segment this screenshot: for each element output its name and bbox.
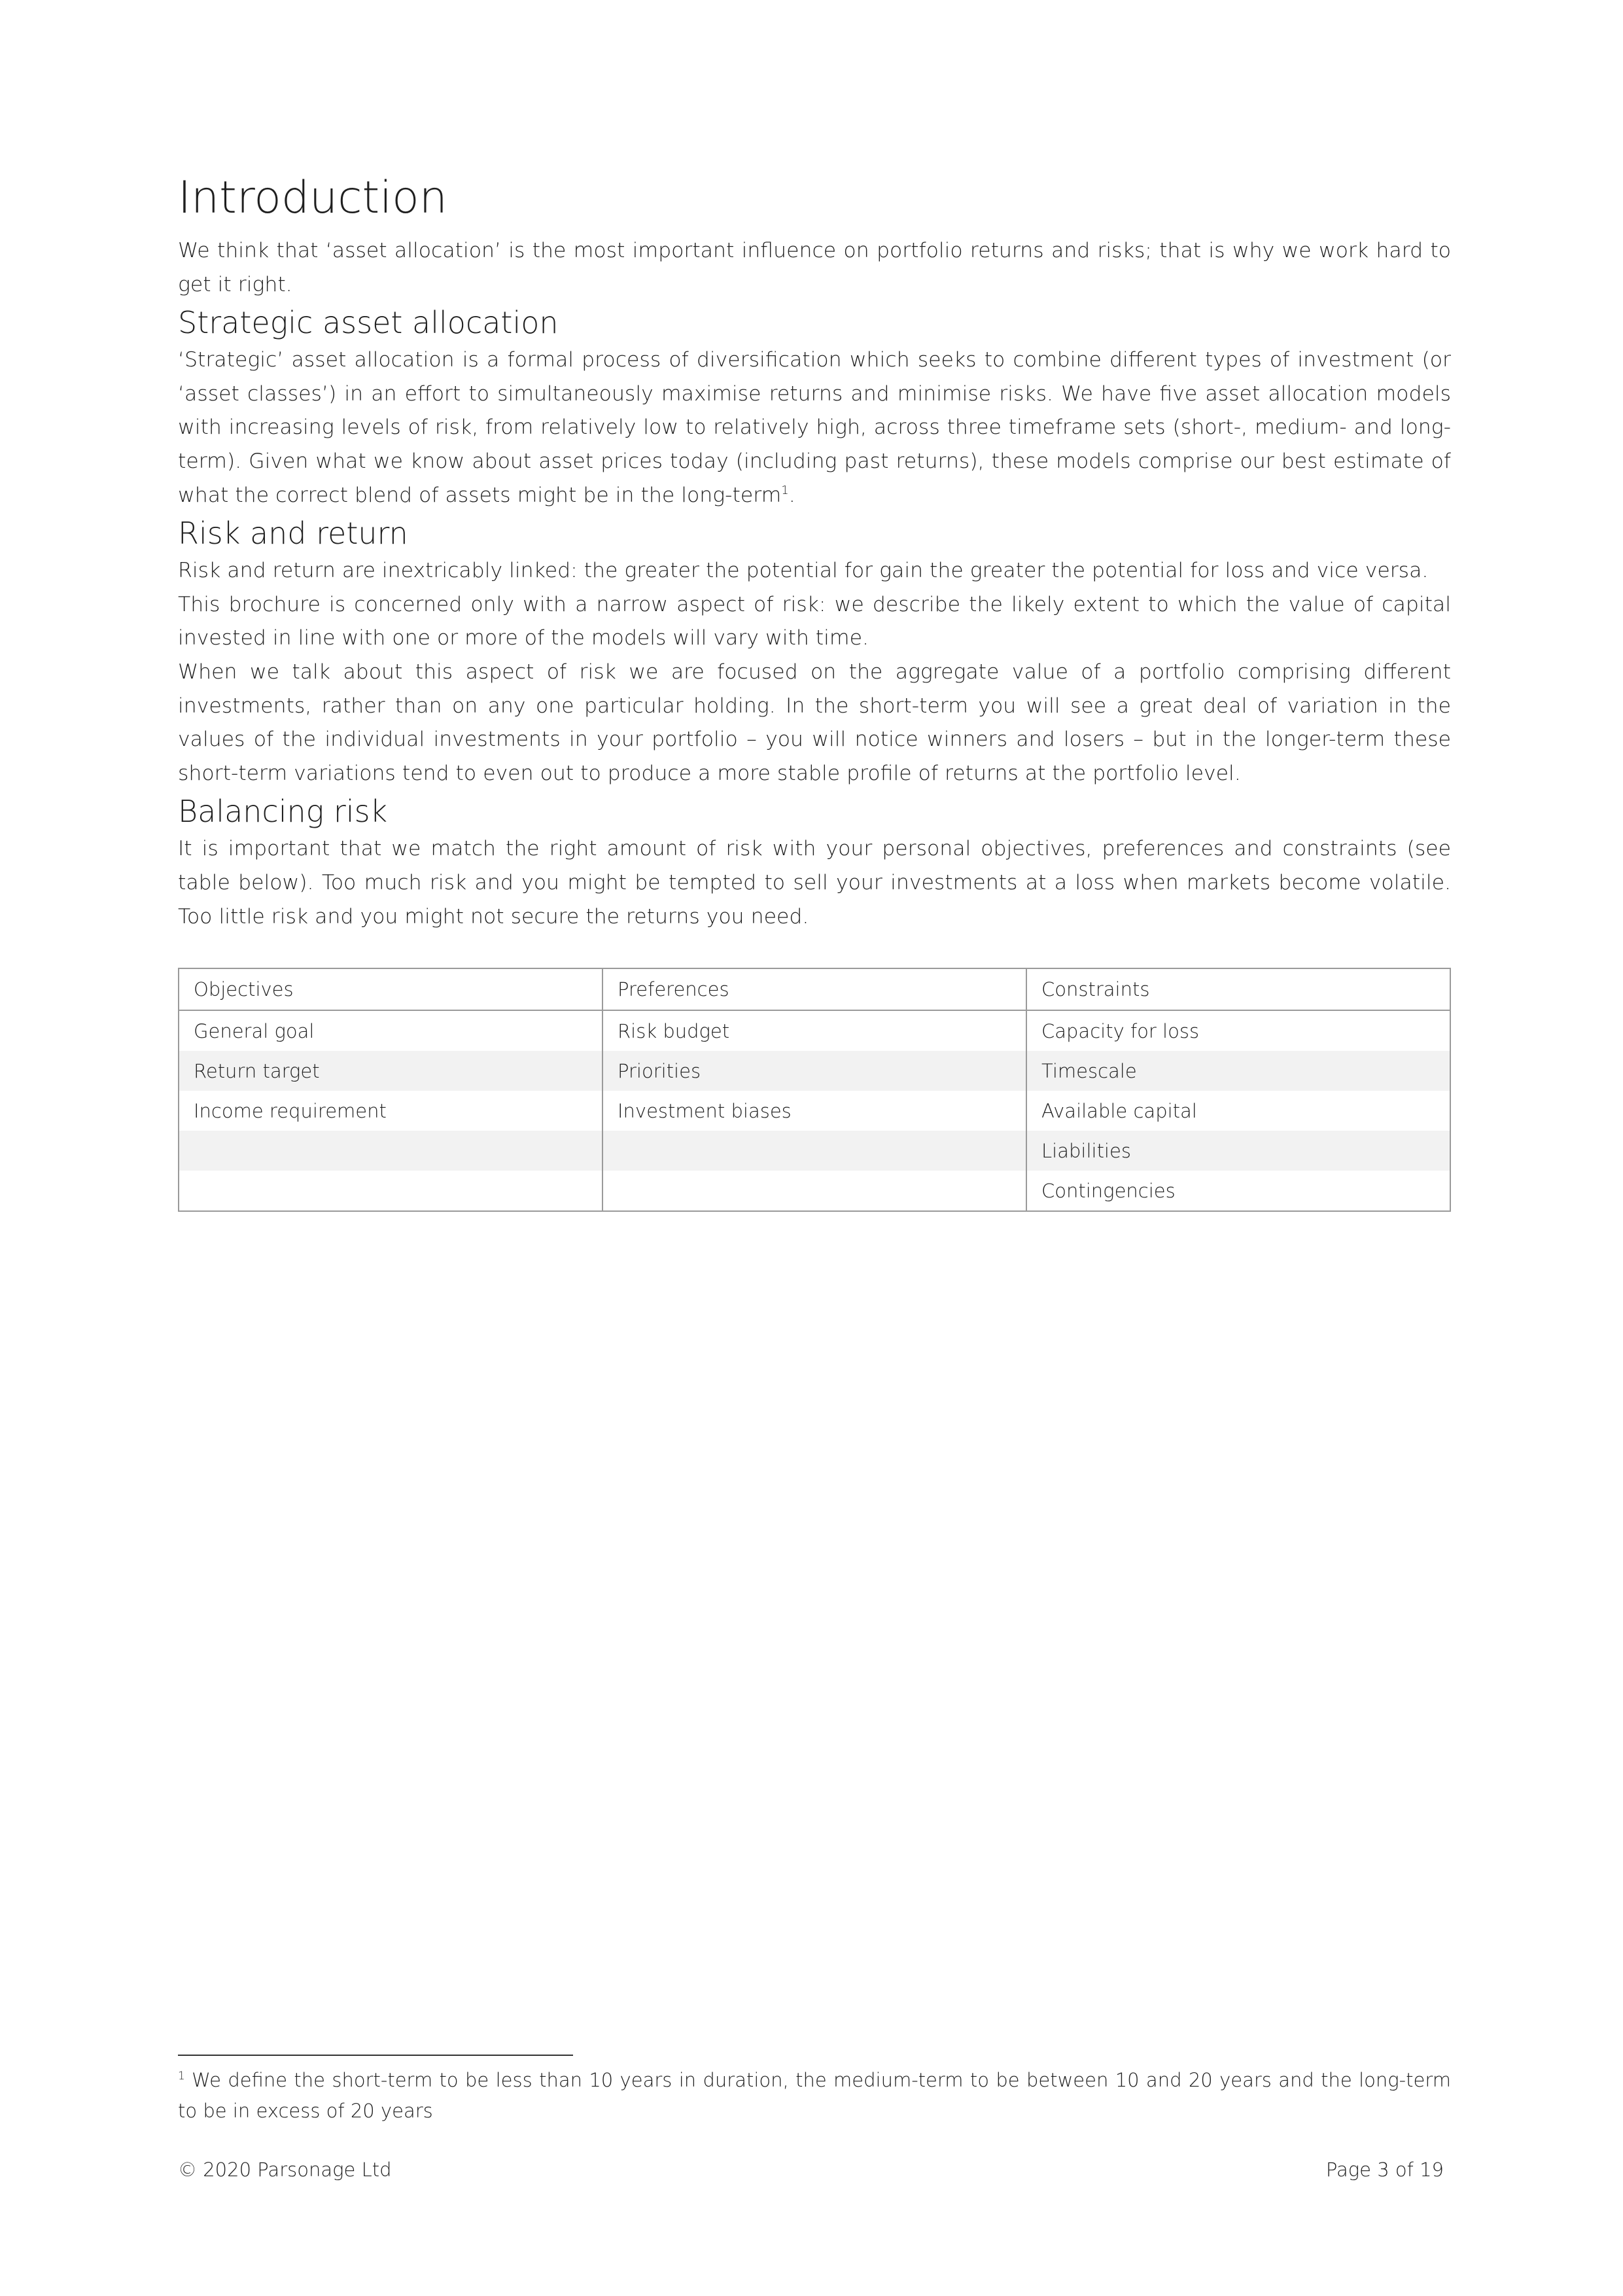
table-cell: [602, 1131, 1026, 1171]
strategic-text: ‘Strategic’ asset allocation is a formal process of diversification which seeks to combine different types of investment (or ‘asset classes’) in an effort to simultaneously maximise returns and minimise risks. We have five asset allocation models with increasing levels of risk, from relatively low to relatively high, across three timeframe sets (short-, medium- and long-term). Given what we know about asset prices today (including past returns), these models comprise our best estimate of what the correct blend of assets might be in the long-term: [178, 348, 1451, 507]
footnote-text: We define the short-term to be less than 10 years in duration, the medium-term to be between 10 and 20 years and the long-term to be in excess of 20 years: [178, 2069, 1451, 2122]
risk-paragraph-2: This brochure is concerned only with a narrow aspect of risk: we describe the likely extent to which the value of capital invested in line with one or more of the models will vary with time.: [178, 592, 1451, 650]
table-cell: Risk budget: [602, 1010, 1026, 1051]
footnote-reference[interactable]: 1: [781, 483, 789, 497]
table-cell: Return target: [179, 1051, 602, 1091]
column-header-objectives: Objectives: [179, 968, 602, 1010]
table-cell: Capacity for loss: [1026, 1010, 1450, 1051]
strategic-text-end: .: [788, 483, 795, 507]
page-content: [178, 162, 1451, 1212]
column-header-preferences: Preferences: [602, 968, 1026, 1010]
table-cell: [602, 1171, 1026, 1211]
table-cell: [179, 1171, 602, 1211]
footnote-marker: 1: [178, 2070, 185, 2083]
intro-paragraph: We think that ‘asset allocation’ is the most important influence on portfolio returns and risks; that is why we work hard to get it right.: [178, 239, 1451, 296]
balancing-paragraph: It is important that we match the right amount of risk with your personal objectives, preferences and constraints (see table below). Too much risk and you might be tempted to sell your investments at a loss when markets become volatile. Too little risk and you might not secure the returns you need.: [178, 837, 1451, 928]
table-cell: Priorities: [602, 1051, 1026, 1091]
column-header-constraints: Constraints: [1026, 968, 1450, 1010]
section-heading-balancing: Balancing risk: [178, 794, 388, 830]
footnote: [178, 2065, 1451, 2127]
footnote-divider: [178, 2055, 573, 2056]
page-title: Introduction: [178, 172, 447, 224]
table-row: [179, 1171, 1450, 1211]
footer-copyright: © 2020 Parsonage Ltd: [178, 2159, 392, 2181]
table-row: [179, 1091, 1450, 1131]
table-cell: [179, 1131, 602, 1171]
risk-paragraph-3: When we talk about this aspect of risk we are focused on the aggregate value of a portfolio comprising different investments, rather than on any one particular holding. In the short-term you will see a great deal of variation in the values of the individual investments in your portfolio – you will notice winners and losers – but in the longer-term these short-term variations tend to even out to produce a more stable profile of returns at the portfolio level.: [178, 660, 1451, 785]
risk-factors-table: [178, 968, 1451, 1212]
table-row: [179, 1131, 1450, 1171]
table-cell: Contingencies: [1026, 1171, 1450, 1211]
table-cell: Liabilities: [1026, 1131, 1450, 1171]
footer-page-number: Page 3 of 19: [1325, 2159, 1444, 2181]
table-row: [179, 1010, 1450, 1051]
table-header-row: [179, 968, 1450, 1010]
table-cell: Income requirement: [179, 1091, 602, 1131]
risk-paragraph-1: Risk and return are inextricably linked: the greater the potential for gain the greater the potential for loss and vice versa.: [178, 559, 1429, 583]
strategic-paragraph: [178, 344, 1451, 512]
table-row: [179, 1051, 1450, 1091]
table-cell: Investment biases: [602, 1091, 1026, 1131]
section-heading-strategic: Strategic asset allocation: [178, 305, 559, 341]
table-cell: Available capital: [1026, 1091, 1450, 1131]
table-cell: General goal: [179, 1010, 602, 1051]
table-cell: Timescale: [1026, 1051, 1450, 1091]
section-heading-risk: Risk and return: [178, 516, 408, 552]
